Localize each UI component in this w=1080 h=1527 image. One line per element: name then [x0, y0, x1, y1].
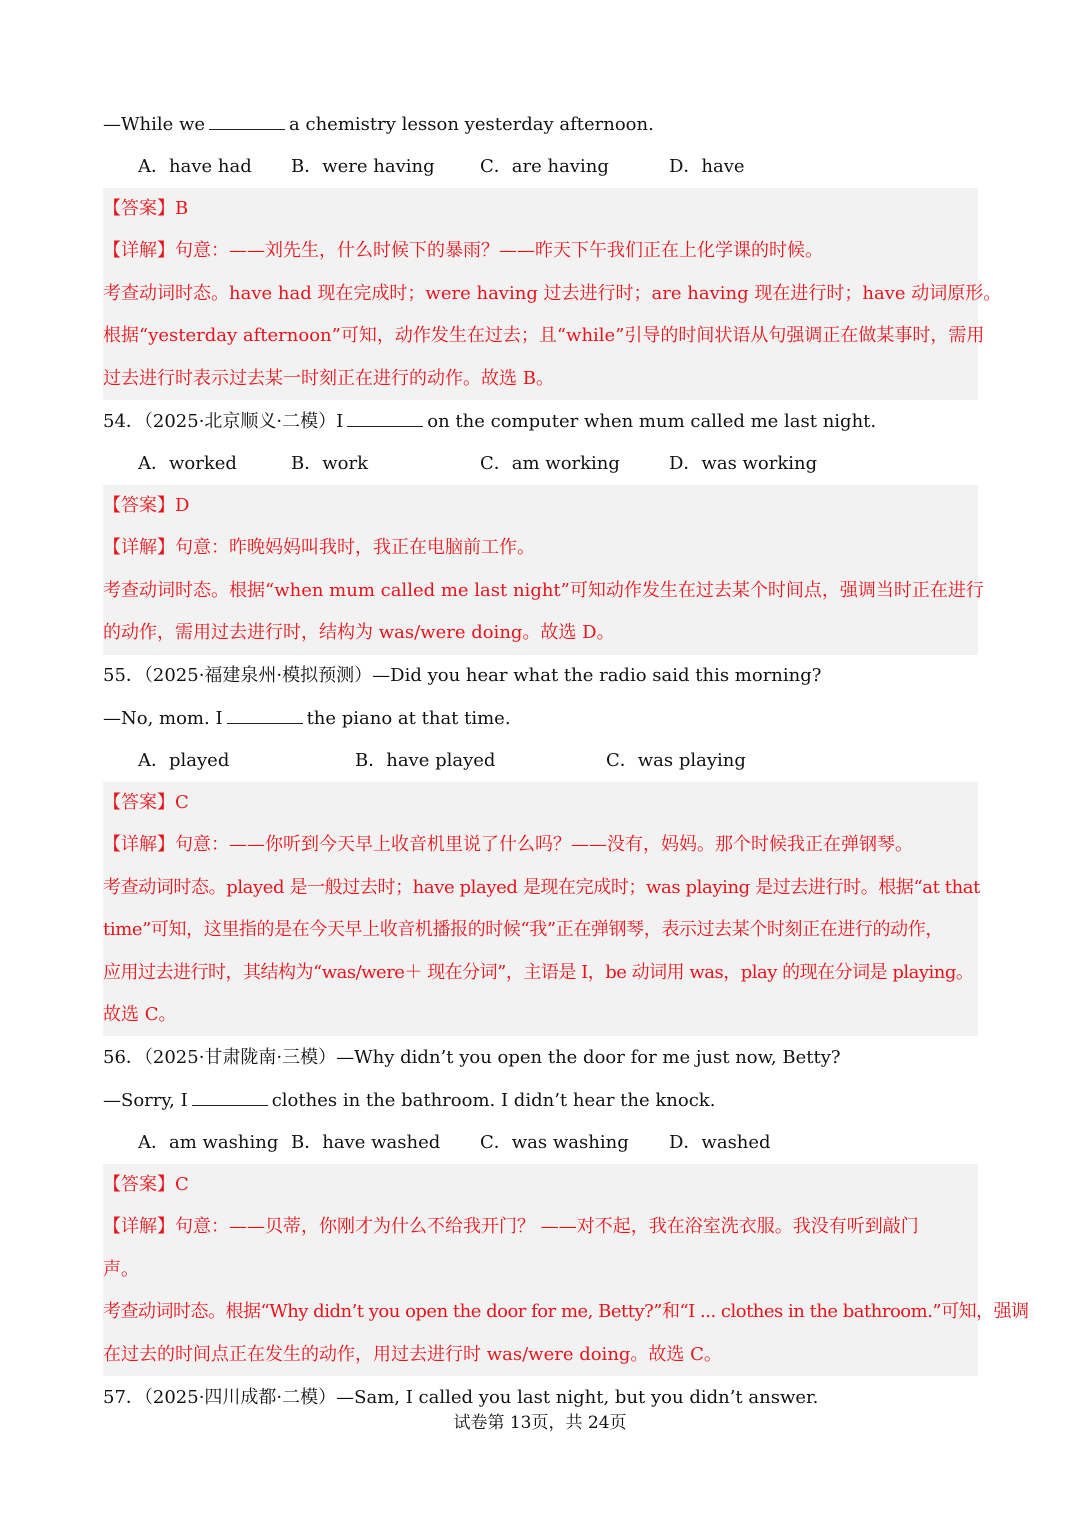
detail-line: 在过去的时间点正在发生的动作，用过去进行时 was/were doing。故选 C。	[103, 1344, 722, 1365]
detail-line: 考查动词时态。played 是一般过去时；have played 是现在完成时；was playing 是过去进行时。根据“at that	[103, 877, 980, 898]
detail-line: 【详解】句意：——贝蒂，你刚才为什么不给我开门？ ——对不起，我在浴室洗衣服。我没有听到敲门	[103, 1216, 919, 1237]
answer-label: 【答案】D	[103, 495, 190, 516]
detail-line: 故选 C。	[103, 1004, 177, 1025]
answer-blank	[347, 410, 423, 427]
question-55-dialogue: —No, mom. I the piano at that time.	[103, 708, 511, 729]
option-d: D．have	[669, 156, 745, 177]
detail-line: 根据“yesterday afternoon”可知，动作发生在过去；且“while”引导的时间状语从句强调正在做某事时，需用	[103, 325, 985, 346]
question-57-stem: 57．（2025·四川成都·二模）—Sam, I called you last night, but you didn’t answer.	[103, 1387, 819, 1408]
detail-line: 【详解】句意：——刘先生，什么时候下的暴雨？——昨天下午我们正在上化学课的时候。	[103, 240, 823, 261]
question-56-stem: 56．（2025·甘肃陇南·三模）—Why didn’t you open the door for me just now, Betty?	[103, 1047, 841, 1068]
answer-blank	[227, 707, 303, 724]
option-c: C．are having	[480, 156, 609, 177]
detail-line: 过去进行时表示过去某一时刻正在进行的动作。故选 B。	[103, 368, 554, 389]
detail-line: 考查动词时态。根据“when mum called me last night”可知动作发生在过去某个时间点，强调当时正在进行	[103, 580, 984, 601]
detail-line: 应用过去进行时，其结构为“was/were＋ 现在分词”，主语是 I，be 动词用 was，play 的现在分词是 playing。	[103, 962, 974, 983]
question-54-stem: 54．（2025·北京顺义·二模）I on the computer when mum called me last night.	[103, 411, 877, 432]
option-a: A．played	[138, 750, 230, 771]
option-c: C．am working	[480, 453, 620, 474]
question-55-stem: 55．（2025·福建泉州·模拟预测）—Did you hear what the radio said this morning?	[103, 665, 822, 686]
page-footer: 试卷第 13页，共 24页	[453, 1413, 627, 1433]
question-53-stem: —While we a chemistry lesson yesterday afternoon.	[103, 114, 654, 135]
detail-line: 声。	[103, 1259, 139, 1280]
answer-label: 【答案】C	[103, 792, 189, 813]
detail-line: 考查动词时态。have had 现在完成时；were having 过去进行时；are having 现在进行时；have 动词原形。	[103, 283, 1002, 304]
option-c: C．was playing	[606, 750, 746, 771]
option-d: D．was working	[669, 453, 818, 474]
option-b: B．have played	[355, 750, 496, 771]
detail-line: 的动作，需用过去进行时，结构为 was/were doing。故选 D。	[103, 622, 615, 643]
option-c: C．was washing	[480, 1132, 629, 1153]
option-d: D．washed	[669, 1132, 771, 1153]
answer-label: 【答案】C	[103, 1174, 189, 1195]
answer-label: 【答案】B	[103, 198, 189, 219]
option-a: A．am washing	[138, 1132, 279, 1153]
question-56-dialogue: —Sorry, I clothes in the bathroom. I didn’t hear the knock.	[103, 1090, 716, 1111]
answer-box-55	[103, 782, 978, 1036]
option-b: B．have washed	[291, 1132, 441, 1153]
answer-blank	[192, 1089, 268, 1106]
answer-blank	[209, 113, 285, 130]
option-b: B．were having	[291, 156, 435, 177]
detail-line: 【详解】句意：——你听到今天早上收音机里说了什么吗？——没有，妈妈。那个时候我正在弹钢琴。	[103, 834, 913, 855]
option-a: A．have had	[138, 156, 252, 177]
detail-line: 【详解】句意：昨晚妈妈叫我时，我正在电脑前工作。	[103, 537, 535, 558]
detail-line: time”可知，这里指的是在今天早上收音机播报的时候“我”正在弹钢琴，表示过去某个时刻正在进行的动作，	[103, 919, 943, 940]
option-b: B．work	[291, 453, 368, 474]
detail-line: 考查动词时态。根据“Why didn’t you open the door for me, Betty?”和“I ... clothes in the bathroom.”可知，强调	[103, 1301, 1029, 1322]
option-a: A．worked	[138, 453, 237, 474]
